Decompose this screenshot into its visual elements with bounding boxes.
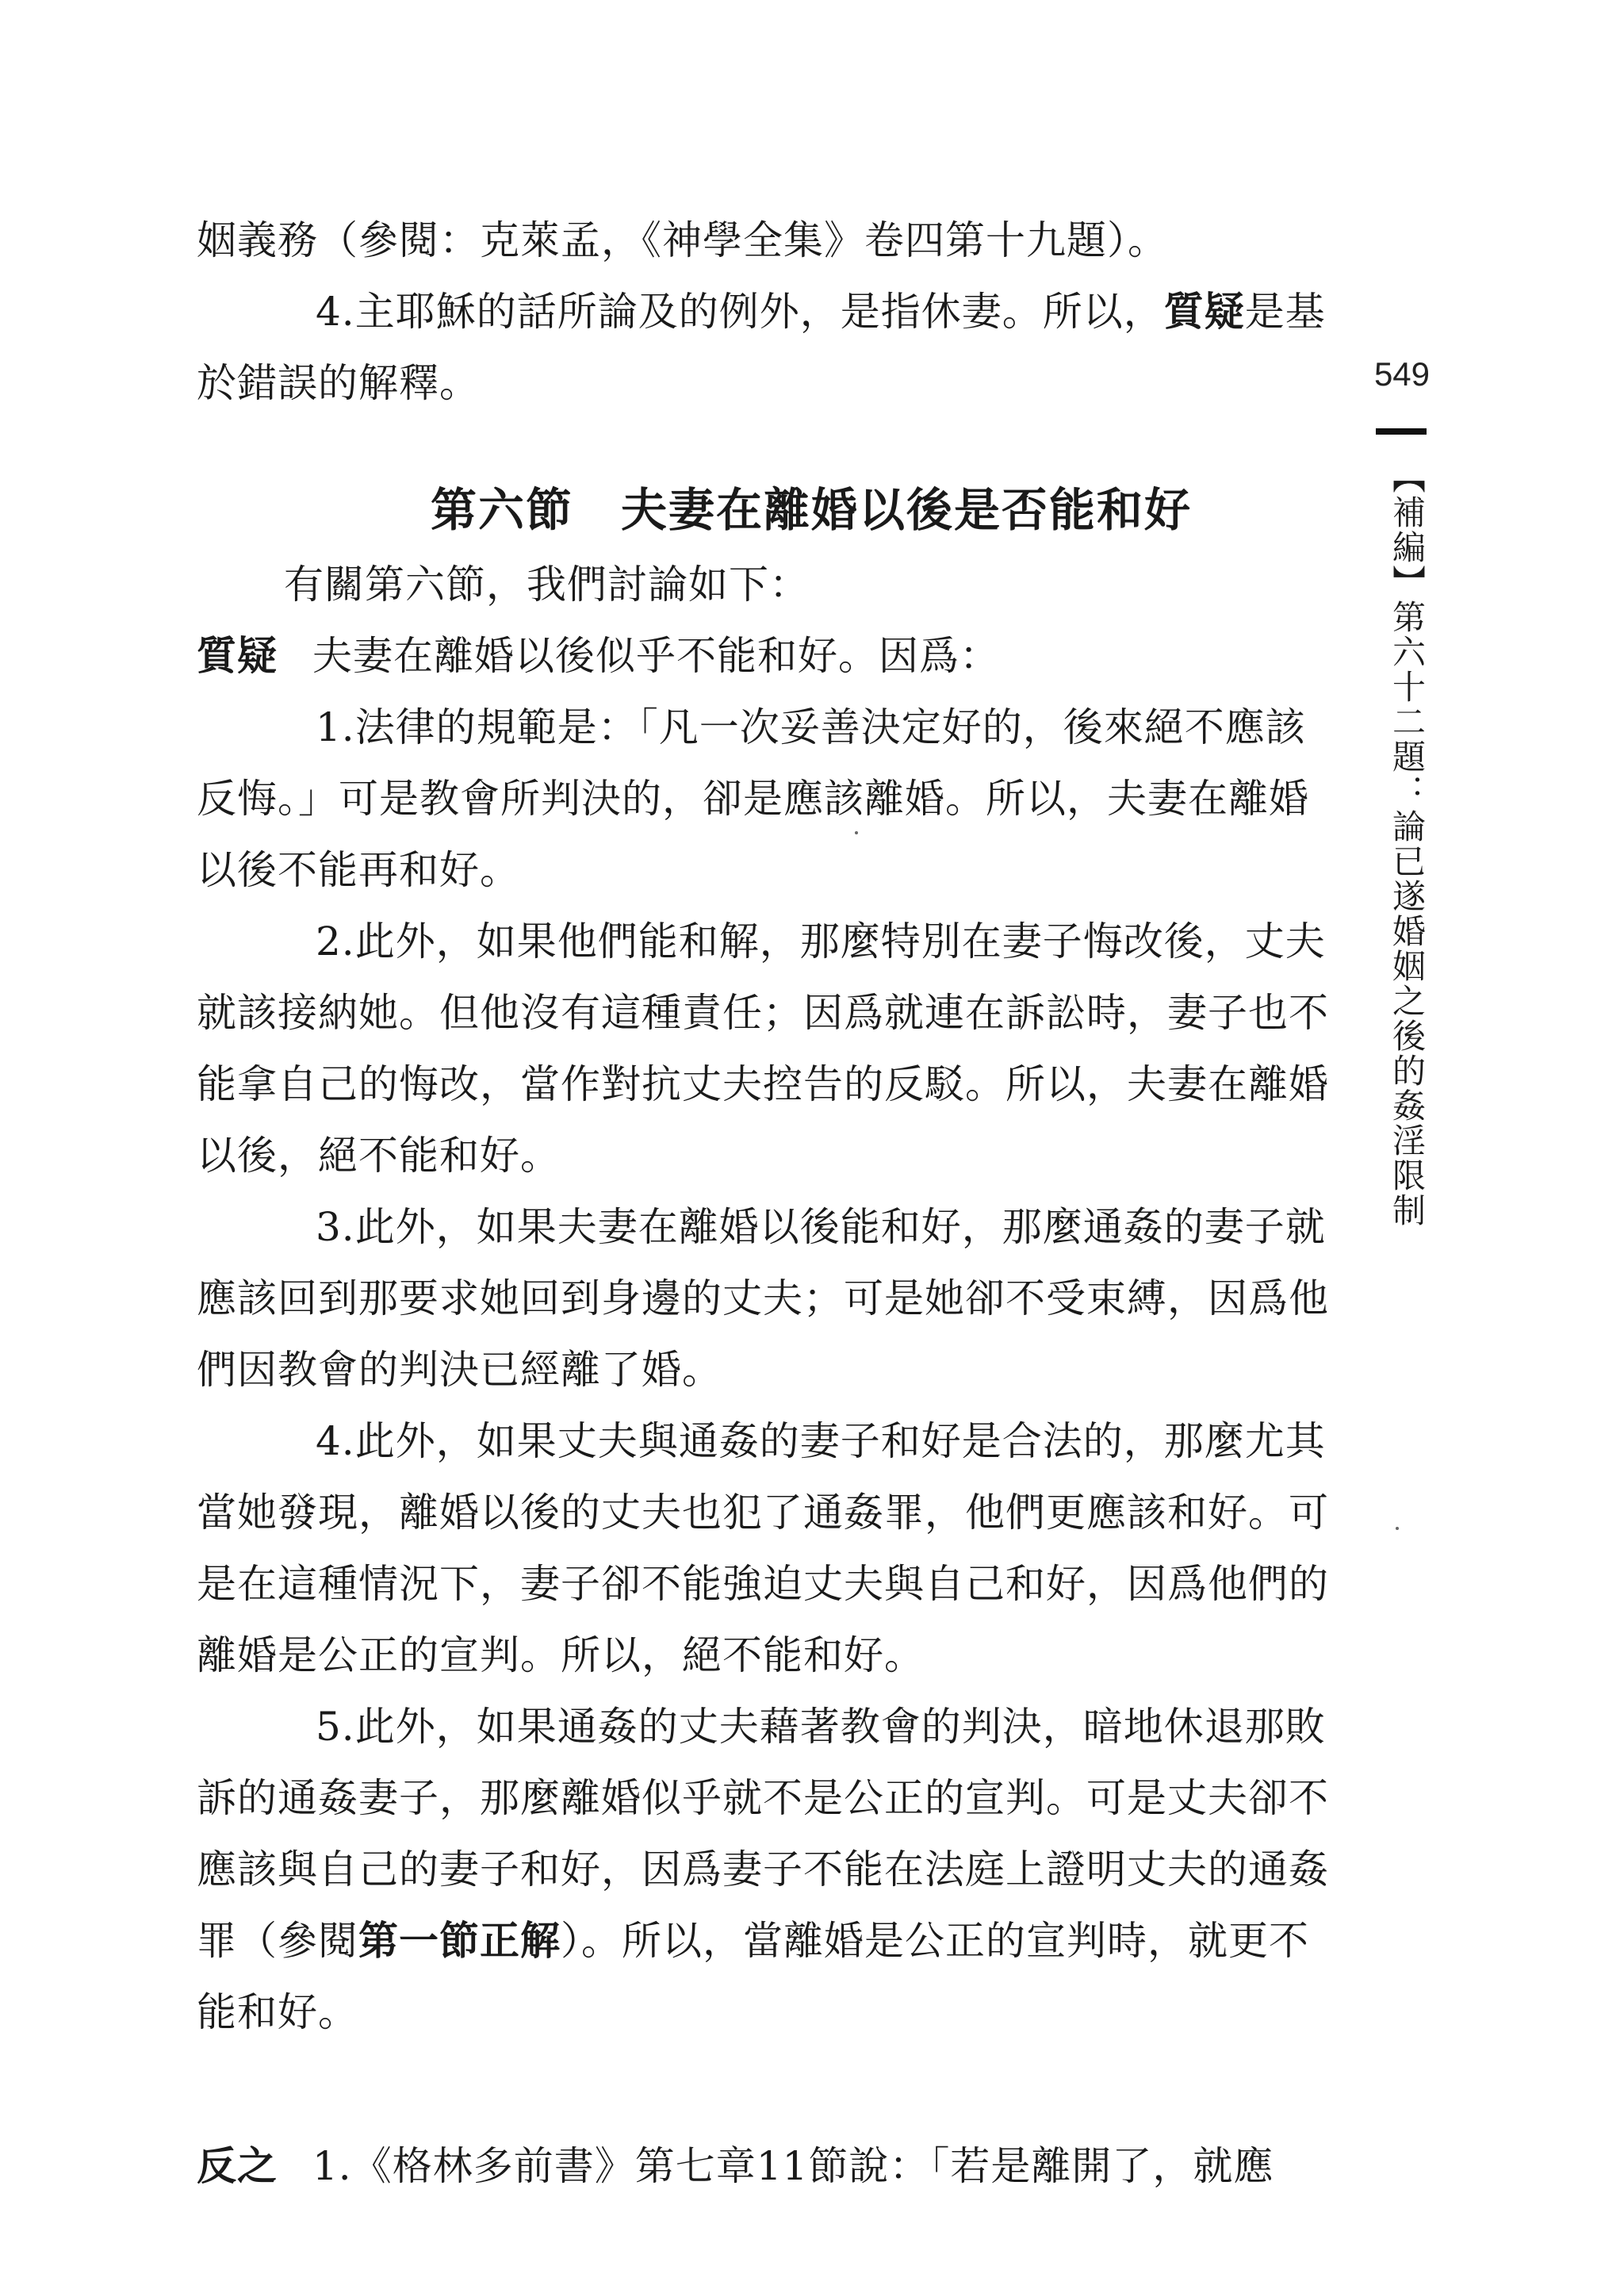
objection-lead-text: 夫妻在離婚以後似乎不能和好。因爲：: [312, 633, 1000, 679]
objection-item-2: 2.此外，如果他們能和解，那麼特別在妻子悔改後，丈夫就該接納她。但他沒有這種責任；因爲就連在訴訟時，妻子也不能拿自己的悔改，當作對抗丈夫控告的反駁。所以，夫妻在離婚以後，絕不能和好。: [197, 918, 1329, 1179]
contra-text: 1.《格林多前書》第七章11節說：「若是離開了，就應: [312, 2143, 1274, 2189]
paragraph-text: 姻義務（參閱：克萊孟，《神學全集》卷四第十九題）。: [197, 217, 1168, 263]
section-intro: 有關第六節，我們討論如下：: [284, 562, 810, 608]
scan-speck: [855, 831, 858, 834]
running-head: 【補編】第六十二題：論已遂婚姻之後的姦淫限制: [1388, 460, 1427, 1228]
objection-item-5: [197, 1691, 1331, 2048]
page-number: 549: [1373, 355, 1431, 393]
scan-speck: [1396, 1527, 1399, 1530]
running-head-rule: [1376, 428, 1427, 435]
paragraph-text: 4.主耶穌的話所論及的例外，是指休妻。所以，: [316, 289, 1164, 335]
bold-reference: 第一節正解: [358, 1918, 561, 1964]
paragraph-text: ）。所以，當離婚是公正的宣判時，就更不能和好。: [197, 1918, 1309, 2035]
section-number: 第六節: [430, 483, 573, 537]
contra-label: 反之: [197, 2143, 278, 2189]
paragraph-continuation: [197, 205, 1331, 276]
paragraph-text: 5.此外，如果通姦的丈夫藉著教會的判決，暗地休退那敗訴的通姦妻子，那麼離婚似乎就不是公正的宣判。可是丈夫卻不應該與自己的妻子和好，因爲妻子不能在法庭上證明丈夫的通姦罪（參閱: [197, 1704, 1329, 1964]
contra-paragraph: [197, 2130, 1331, 2202]
objection-item-1: 1.法律的規範是：「凡一次妥善決定好的，後來絕不應該反悔。」可是教會所判決的，卻是應該離婚。所以，夫妻在離婚以後不能再和好。: [197, 704, 1309, 893]
objection-lead: [197, 620, 1331, 692]
objection-item-3: 3.此外，如果夫妻在離婚以後能和好，那麼通姦的妻子就應該回到那要求她回到身邊的丈夫；可是她卻不受束縛，因爲他們因教會的判決已經離了婚。: [197, 1204, 1329, 1393]
paragraph-objection-reply-4: [197, 276, 1331, 419]
section-title: 夫妻在離婚以後是否能和好: [621, 483, 1193, 537]
paragraph-text: 是基於錯誤的解釋。: [197, 289, 1326, 406]
objection-item-4: 4.此外，如果丈夫與通姦的妻子和好是合法的，那麼尤其當她發現，離婚以後的丈夫也犯了通姦罪，他們更應該和好。可是在這種情況下，妻子卻不能強迫丈夫與自己和好，因爲他們的離婚是公正的宣判。所以，絕不能和好。: [197, 1418, 1329, 1678]
main-text: [197, 205, 1331, 2202]
objection-label: 質疑: [197, 633, 278, 679]
bold-term: 質疑: [1163, 289, 1245, 335]
section-heading: [197, 474, 1331, 546]
